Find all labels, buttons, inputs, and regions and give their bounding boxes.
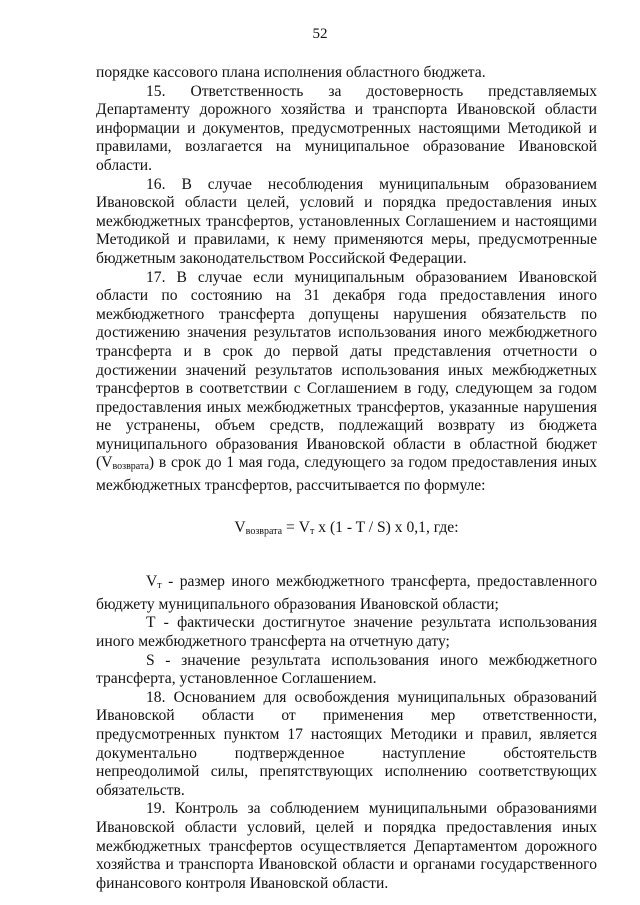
formula-t-subscript: т [309,525,315,537]
v-return-subscript: возврата [112,461,149,473]
paragraph-17-tail: ) в срок до 1 мая года, следующего за годом предоставления иных межбюджетных трансфертов, рассчитывается по формуле: [96,454,597,495]
paragraph-18: 18. Основанием для освобождения муниципальных образований Ивановской области от применения мер ответственности, предусмотренных пунктом 17 настоящих Методики и правил, является документально подтвержденное наступление обстоятельств непреодолимой силы, препятствующих исполнению соответствующих обязательств. [96,688,597,799]
definition-s: S - значение результата использования иного межбюджетного трансферта, установленное Соглашением. [96,651,597,688]
definition-vt [96,573,597,614]
formula-v: V [234,518,246,536]
formula-rest: x (1 - T / S) x 0,1, где: [314,518,459,536]
paragraph-17-text: 17. В случае если муниципальным образованием Ивановской области по состоянию на 31 декабря года предоставления иного межбюджетного трансферта допущены нарушения обязательств по достижению значения результатов использования иного межбюджетного трансферта и в срок до первой даты представления отчетности о достижении значений результатов использования иных межбюджетных трансфертов в соответствии с Соглашением в году, следующем за годом предоставления иных межбюджетных трансфертов, указанные нарушения не устранены, объем средств, подлежащий возврату из бюджета муниципального образования Ивановской области в областной бюджет (V [96,268,597,472]
formula-equals: = V [282,518,310,536]
definition-vt-subscript: т [157,580,162,592]
document-body [96,64,597,893]
paragraph-19: 19. Контроль за соблюдением муниципальными образованиями Ивановской области условий, целей и порядка предоставления иных межбюджетных трансфертов осуществляется Департаментом дорожного хозяйства и транспорта Ивановской области и органами государственного финансового контроля Ивановской области. [96,800,597,892]
definition-vt-symbol: V [146,573,158,591]
formula [96,519,597,542]
paragraph-15: 15. Ответственность за достоверность представляемых Департаменту дорожного хозяйства и транспорта Ивановской области информации и документов, предусмотренных настоящими Методикой и правилами, возлагается на муниципальное образование Ивановской области. [96,82,597,174]
paragraph-17 [96,269,597,496]
definition-t: T - фактически достигнутое значение результата использования иного межбюджетного трансферта на отчетную дату; [96,614,597,651]
paragraph-16: 16. В случае несоблюдения муниципальным образованием Ивановской области целей, условий и порядка предоставления иных межбюджетных трансфертов, установленных Соглашением и настоящими Методикой и правилами, к нему применяются меры, предусмотренные бюджетным законодательством Российской Федерации. [96,175,597,267]
definition-vt-text: - размер иного межбюджетного трансферта, предоставленного бюджету муниципального образования Ивановской области; [96,573,597,613]
formula-v-subscript: возврата [245,525,283,537]
page-number: 52 [312,26,328,42]
paragraph-continuation: порядке кассового плана исполнения областного бюджета. [96,64,486,81]
